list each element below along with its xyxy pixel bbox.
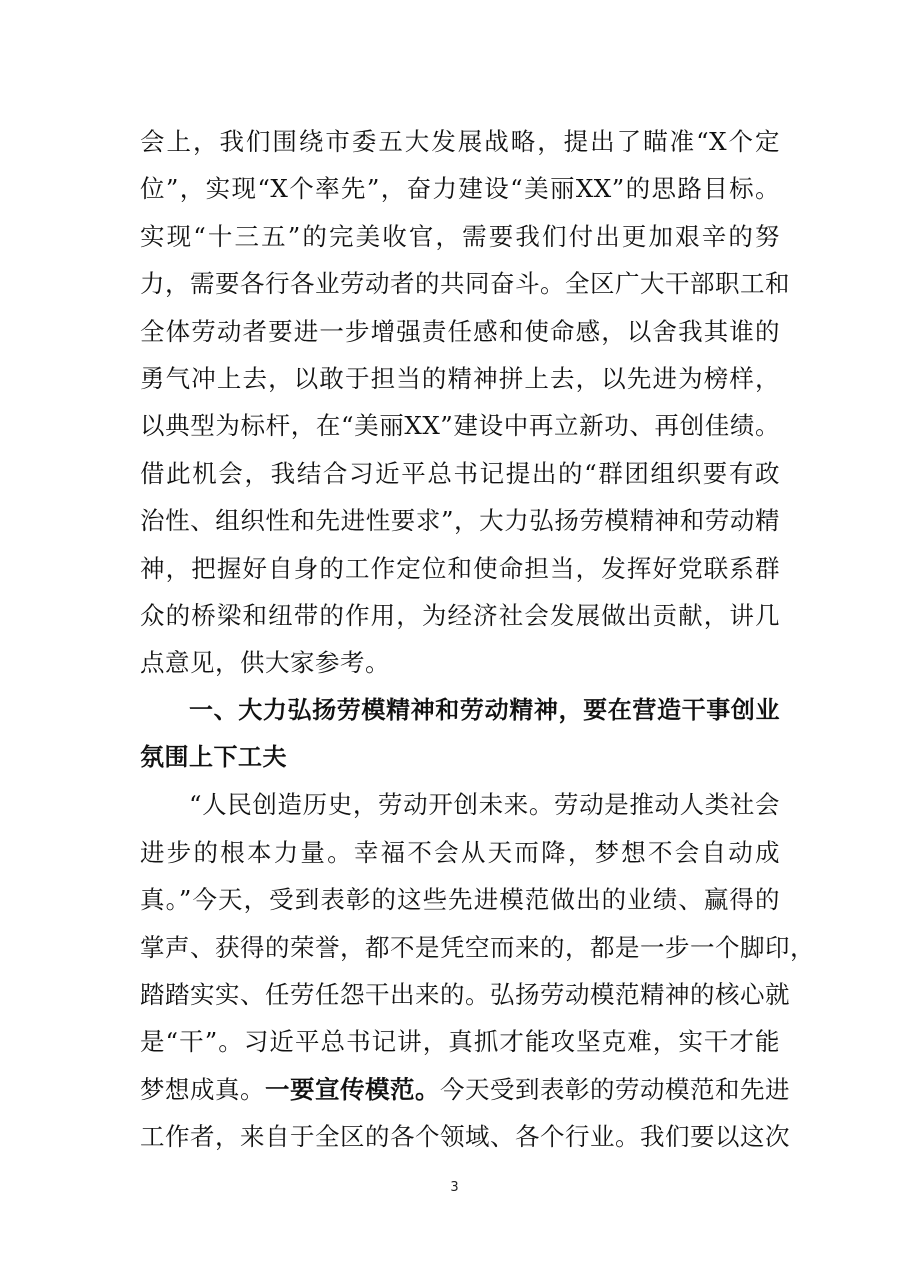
page-number: 3 <box>450 1180 459 1195</box>
paragraph-line: 众的桥梁和纽带的作用，为经济社会发展做出贡献，讲几 <box>140 600 780 630</box>
paragraph-line: 进步的根本力量。幸福不会从天而降，梦想不会自动成 <box>140 837 780 867</box>
paragraph-line: 以典型为标杆，在“美丽XX”建设中再立新功、再创佳绩。 <box>140 411 780 441</box>
paragraph-line: 点意见，供大家参考。 <box>140 648 390 678</box>
paragraph-line: 工作者，来自于全区的各个领域、各个行业。我们要以这次 <box>140 1122 790 1152</box>
section-heading-line: 氛围上下工夫 <box>140 743 287 772</box>
paragraph-line: 位”，实现“X个率先”，奋力建设“美丽XX”的思路目标。 <box>140 174 780 204</box>
paragraph-line: 全体劳动者要进一步增强责任感和使命感，以舍我其谁的 <box>140 316 780 346</box>
paragraph-line: 真。”今天，受到表彰的这些先进模范做出的业绩、赢得的 <box>140 885 780 915</box>
paragraph-line: 勇气冲上去，以敢于担当的精神拼上去，以先进为榜样， <box>140 363 780 393</box>
body-text <box>140 118 815 1161</box>
paragraph-line: 实现“十三五”的完美收官，需要我们付出更加艰辛的努 <box>140 221 780 251</box>
paragraph-line: 会上，我们围绕市委五大发展战略，提出了瞄准“X个定 <box>140 127 780 156</box>
line-text-before: 梦想成真。 <box>140 1074 265 1104</box>
paragraph-line: 借此机会，我结合习近平总书记提出的“群团组织要有政 <box>140 458 780 488</box>
bold-emphasis: 一要宣传模范。 <box>265 1074 440 1104</box>
paragraph-line-with-emphasis <box>140 1066 790 1113</box>
paragraph-line: 掌声、获得的荣誉，都不是凭空而来的，都是一步一个脚印， <box>140 932 815 962</box>
paragraph-line: 是“干”。习近平总书记讲，真抓才能攻坚克难，实干才能 <box>140 1027 780 1057</box>
paragraph-line: 神，把握好自身的工作定位和使命担当，发挥好党联系群 <box>140 553 780 583</box>
paragraph-line: “人民创造历史，劳动开创未来。劳动是推动人类社会 <box>189 790 780 820</box>
section-heading-line: 一、大力弘扬劳模精神和劳动精神，要在营造干事创业 <box>189 695 780 724</box>
line-text-after: 今天受到表彰的劳动模范和先进 <box>440 1074 790 1104</box>
paragraph-line: 踏踏实实、任劳任怨干出来的。弘扬劳动模范精神的核心就 <box>140 980 790 1010</box>
paragraph-line: 力，需要各行各业劳动者的共同奋斗。全区广大干部职工和 <box>140 269 790 299</box>
paragraph-line: 治性、组织性和先进性要求”，大力弘扬劳模精神和劳动精 <box>140 506 780 536</box>
